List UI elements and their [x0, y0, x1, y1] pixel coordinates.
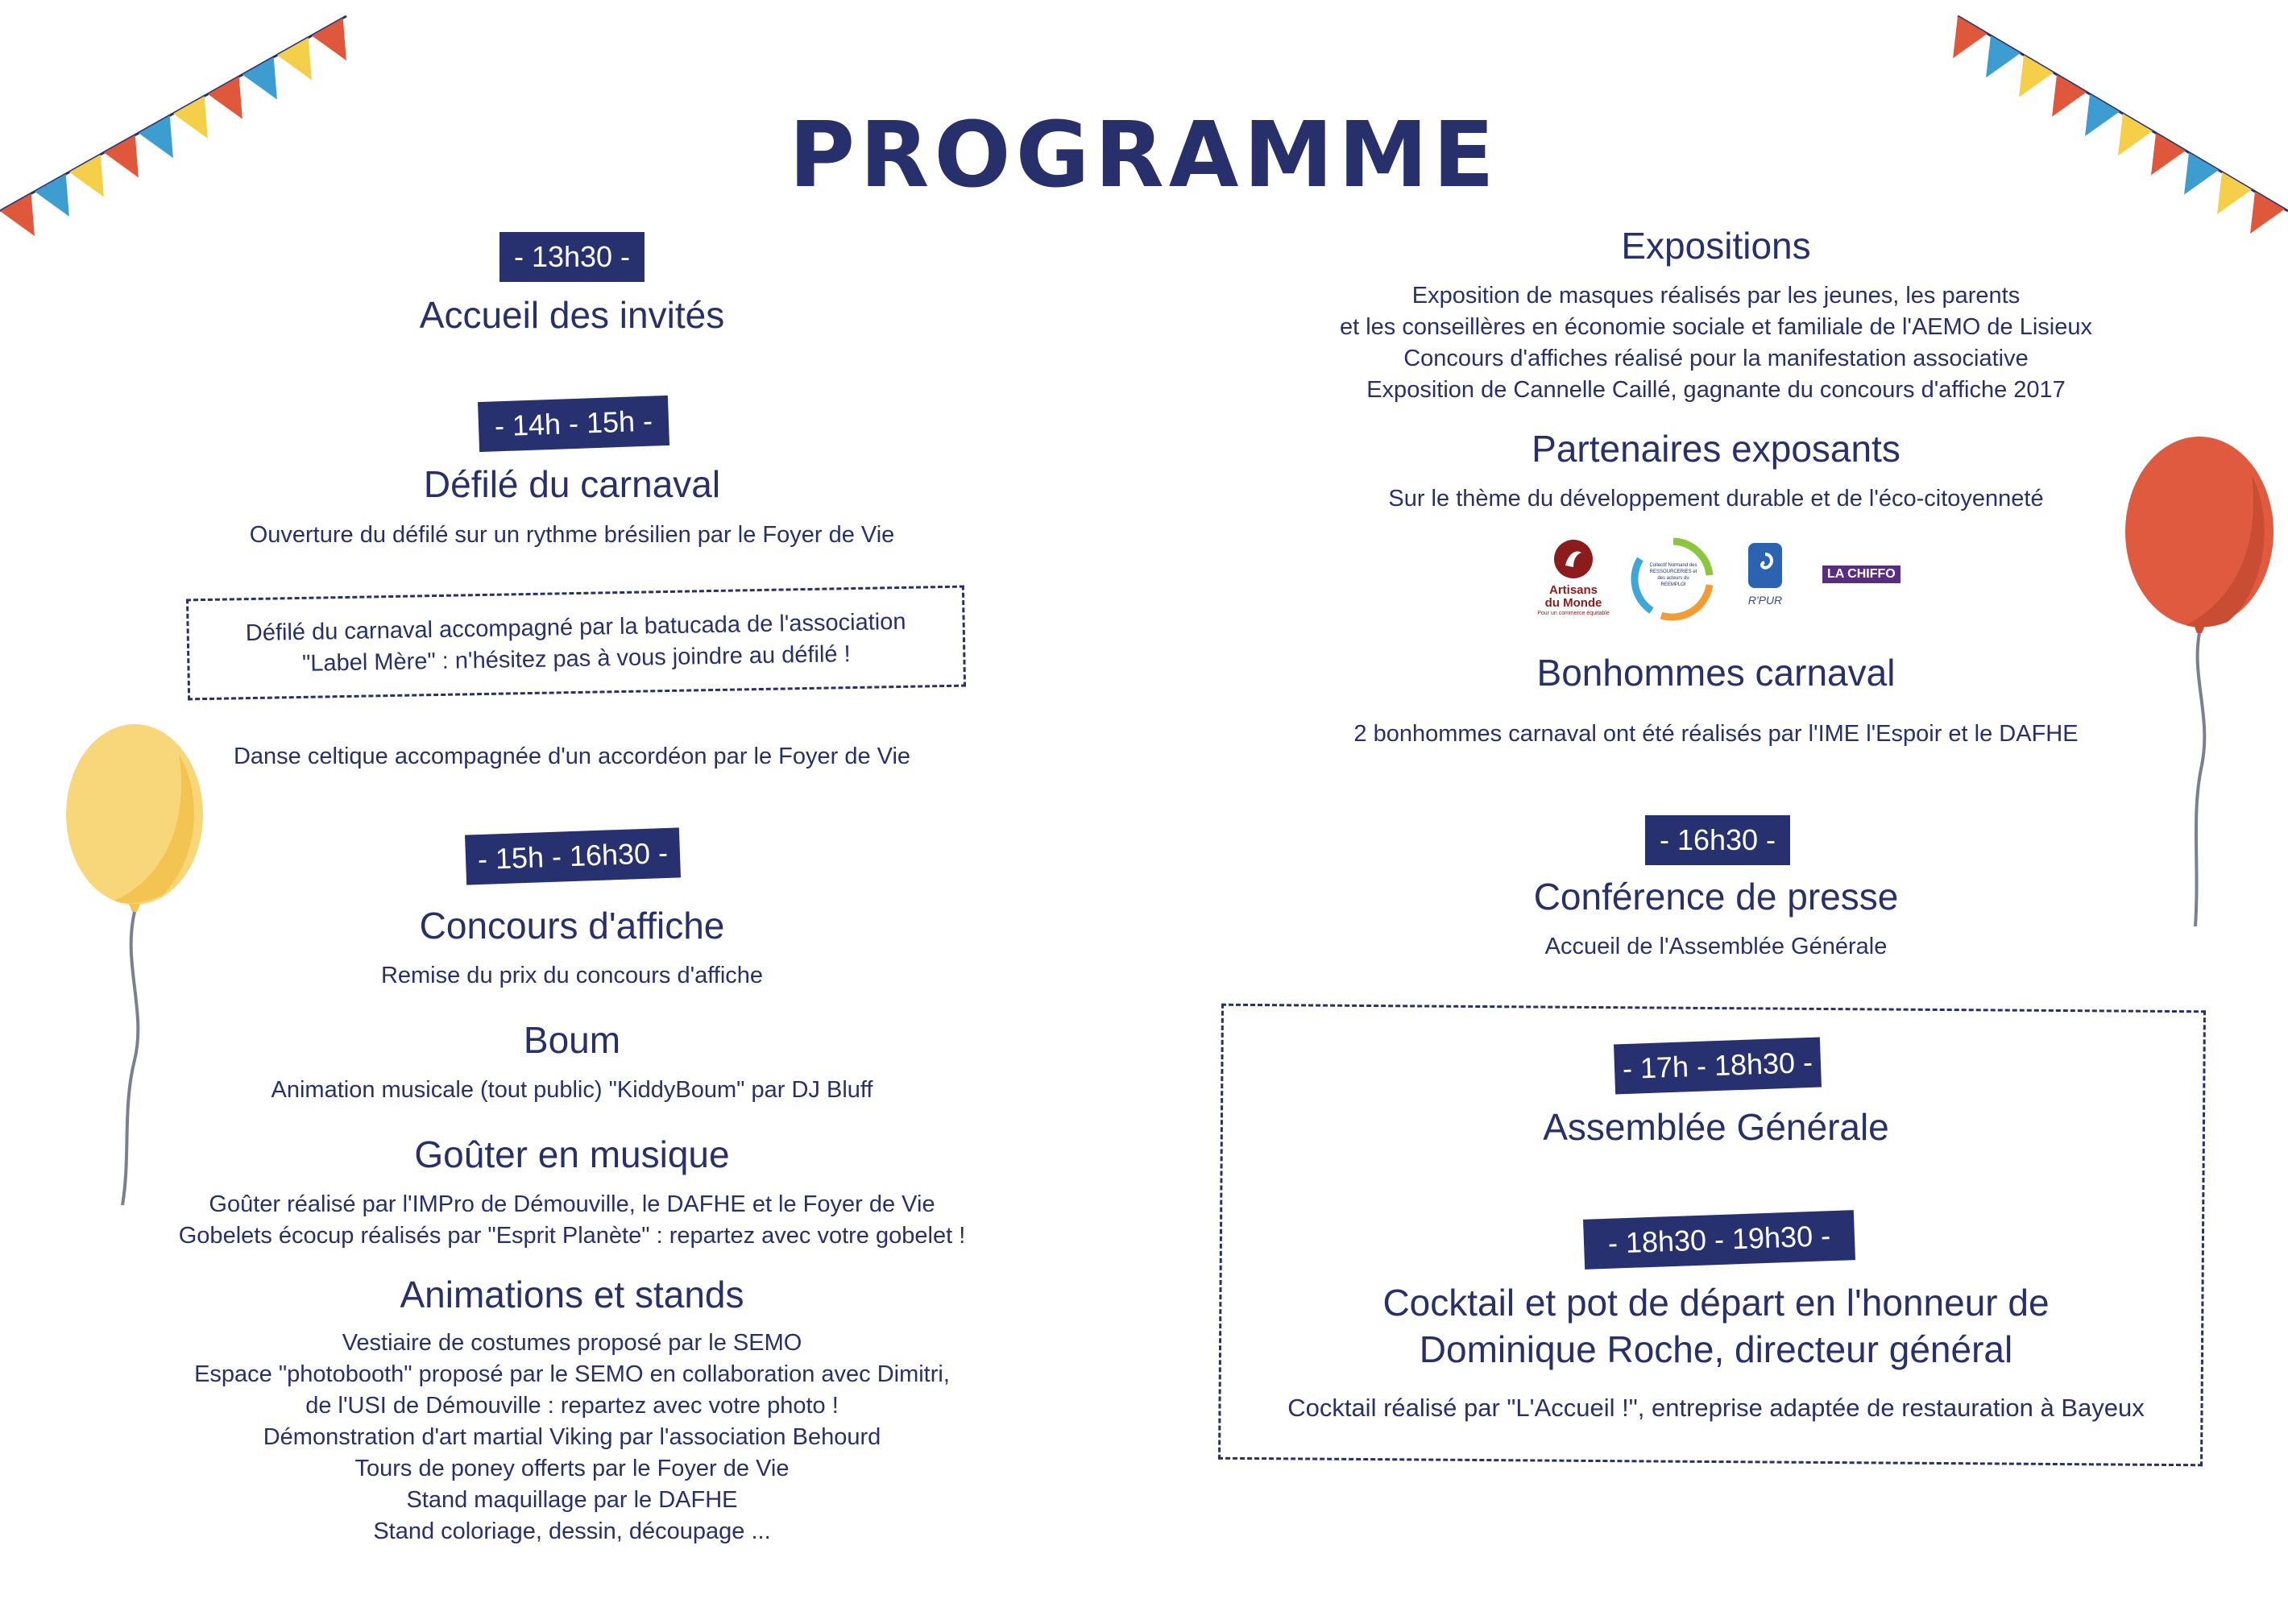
heading-boum: Boum [523, 1019, 621, 1061]
gouter-line-2: Gobelets écocup réalisés par "Esprit Planète" : repartez avec votre gobelet ! [178, 1223, 966, 1249]
artisans-logo-icon [1552, 538, 1594, 580]
animations-line-7: Stand coloriage, dessin, découpage ... [373, 1518, 771, 1544]
desc-danse: Danse celtique accompagnée d'un accordéon par le Foyer de Vie [233, 744, 911, 769]
expo-line-2: et les conseillères en économie sociale et familiale de l'AEMO de Lisieux [1339, 314, 2092, 340]
logo-rpur [1729, 541, 1801, 622]
desc-concours: Remise du prix du concours d'affiche [380, 963, 764, 988]
bunting-flag [312, 18, 346, 60]
heading-gouter: Goûter en musique [414, 1133, 730, 1175]
time-tag-13h30: - 13h30 - [499, 232, 645, 282]
heading-animations: Animations et stands [400, 1274, 744, 1315]
heading-conference: Conférence de presse [1533, 876, 1899, 918]
time-tag-15h-16h30: - 15h - 16h30 - [465, 827, 681, 884]
page-title: PROGRAMME [789, 103, 1499, 208]
desc-cocktail: Cocktail réalisé par "L'Accueil !", entreprise adaptée de restauration à Bayeux [1287, 1394, 2145, 1422]
time-tag-14h-15h: - 14h - 15h - [478, 396, 669, 452]
cocktail-line-2: Dominique Roche, directeur général [1419, 1328, 2013, 1370]
time-tag-17h-18h30: - 17h - 18h30 - [1614, 1038, 1822, 1095]
heading-expositions: Expositions [1621, 225, 1811, 267]
rpur-spiral-icon [1747, 541, 1784, 590]
heading-bonhommes: Bonhommes carnaval [1536, 652, 1896, 694]
animations-line-6: Stand maquillage par le DAFHE [406, 1487, 738, 1513]
animations-line-2: Espace "photobooth" proposé par le SEMO en collaboration avec Dimitri, [194, 1361, 950, 1387]
gouter-line-1: Goûter réalisé par l'IMPro de Démouville, le DAFHE et le Foyer de Vie [209, 1191, 935, 1217]
heading-assemblee: Assemblée Générale [1543, 1106, 1889, 1148]
animations-line-3: de l'USI de Démouville : repartez avec votre photo ! [305, 1393, 839, 1419]
desc-partenaires: Sur le thème du développement durable et de l'éco-citoyenneté [1388, 486, 2044, 512]
time-tag-18h30-19h30: - 18h30 - 19h30 - [1583, 1210, 1855, 1270]
expo-line-4: Exposition de Cannelle Caillé, gagnante du concours d'affiche 2017 [1366, 377, 2066, 403]
artisans-sub: Pour un commerce équitable [1537, 611, 1610, 616]
logo-artisans-du-monde [1535, 538, 1612, 627]
desc-defile: Ouverture du défilé sur un rythme brésilien par le Foyer de Vie [249, 522, 895, 548]
heading-defile: Défilé du carnaval [423, 463, 721, 505]
animations-line-1: Vestiaire de costumes proposé par le SEMO [342, 1330, 802, 1356]
artisans-line2: du Monde [1544, 596, 1602, 610]
collectif-text: Collectif Normand des RESSOURCERIES et des acteurs du REEMPLOI [1649, 563, 1697, 587]
expo-line-3: Concours d'affiches réalisé pour la manifestation associative [1403, 346, 2029, 371]
logo-collectif-ressourceries [1629, 535, 1718, 624]
chiffo-text: LA CHIFFO [1822, 566, 1900, 583]
logo-la-chiffo [1822, 566, 1900, 583]
box-line-2: "Label Mère" : n'hésitez pas à vous joindre au défilé ! [301, 641, 851, 677]
cocktail-line-1: Cocktail et pot de départ en l'honneur de [1382, 1282, 2050, 1324]
bunting-flag [277, 38, 312, 81]
expo-line-1: Exposition de masques réalisés par les jeunes, les parents [1411, 283, 2021, 309]
desc-expositions [1265, 280, 2167, 406]
desc-conference: Accueil de l'Assemblée Générale [1544, 934, 1888, 959]
animations-line-4: Démonstration d'art martial Viking par l'association Behourd [263, 1424, 881, 1450]
defile-info-box [186, 586, 966, 701]
heading-concours: Concours d'affiche [419, 905, 725, 947]
desc-animations [121, 1328, 1023, 1547]
desc-boum: Animation musicale (tout public) "KiddyBoum" par DJ Bluff [271, 1077, 873, 1103]
desc-bonhommes: 2 bonhommes carnaval ont été réalisés par l'IME l'Espoir et le DAFHE [1353, 721, 2079, 747]
animations-line-5: Tours de poney offerts par le Foyer de Vie [354, 1456, 790, 1481]
heading-accueil: Accueil des invités [419, 294, 725, 336]
bunting-flag [242, 57, 277, 100]
heading-cocktail [1265, 1279, 2167, 1373]
desc-gouter [121, 1189, 1023, 1252]
rpur-text: R'PUR [1747, 594, 1783, 607]
artisans-line1: Artisans [1548, 583, 1598, 597]
time-tag-16h30: - 16h30 - [1645, 815, 1790, 865]
heading-partenaires: Partenaires exposants [1532, 428, 1900, 470]
box-line-1: Défilé du carnaval accompagné par la batucada de l'association [245, 608, 906, 647]
